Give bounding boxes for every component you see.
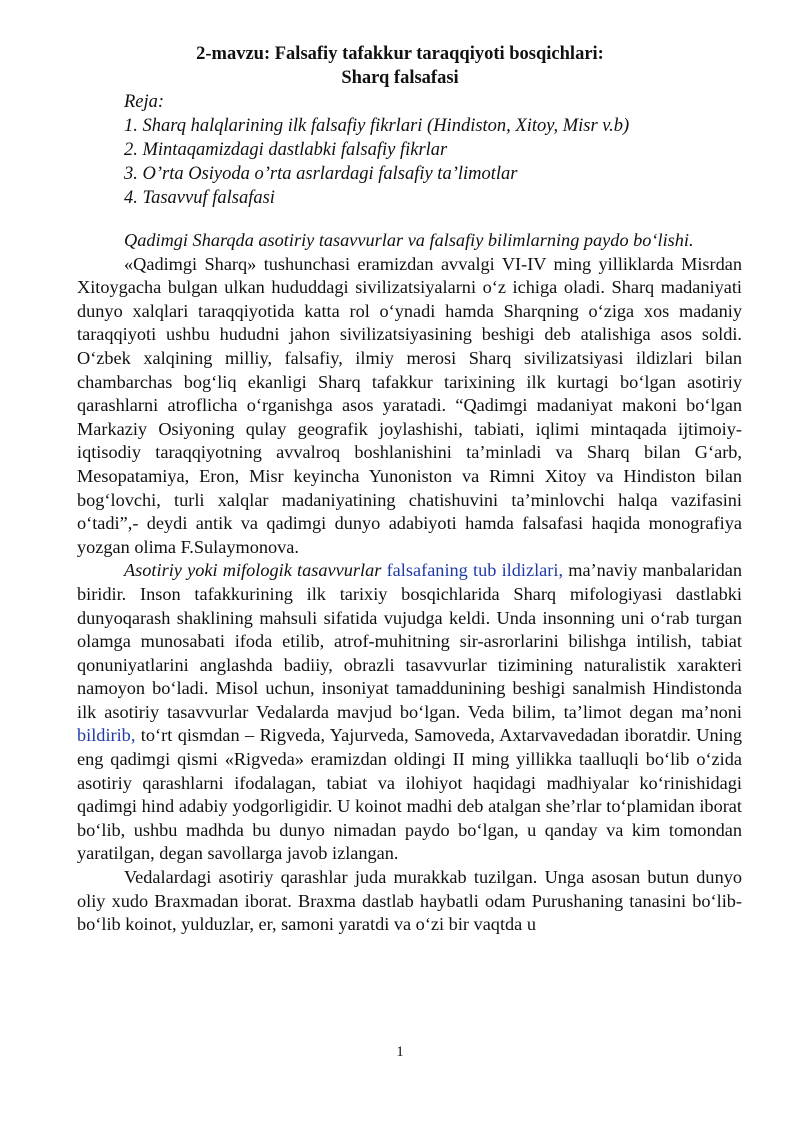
page-number: 1 [396,1044,404,1060]
link-falsafaning-tub-ildizlari[interactable]: falsafaning tub ildizlari, [386,560,564,581]
topic-title-line1: 2-mavzu: Falsafiy tafakkur taraqqiyoti bosqichlari: [196,44,604,64]
topic-title-line2: Sharq falsafasi [341,68,459,88]
body-text [77,229,742,937]
paragraph-1: «Qadimgi Sharq» tushunchasi eramizdan avvalgi VI-IV ming yilliklarda Misrdan Xitoygacha bulgan ulkan hududdagi sivilizatsiyalarni oʻz ichiga oladi. Sharq madaniyati dunyo xalqlari taraqqiyotida katta rol oʻynadi hamda Sharqning oʻziga xos madaniy taraqqiyoti ushbu hududni jahon sivilizatsiyasining beshigi deb atalishiga asos soldi. Oʻzbek xalqining milliy, falsafiy, ilmiy merosi Sharq sivilizatsiyasi ildizlari bilan chambarchas bogʻliq ekanligi Sharq tafakkur tarixining ilk kurtagi boʻlgan asotiriy qarashlarni atroflicha oʻrganishga asos yaratadi. “Qadimgi madaniyat makoni boʻlgan Markaziy Osiyoning qulay geografik joylashishi, tabiati, iqlimi mintaqada ijtimoiy-iqtisodiy taraqqiyotning avvalroq boshlanishini ta’minladi va Sharq bilan Gʻarb, Mesopatamiya, Eron, Misr keyincha Yunoniston va Rimni Xitoy va Hindiston bilan bogʻlovchi, turli xalqlar madaniyatining chatishuvini ta’minlovchi halqa vazifasini oʻtadi”,- deydi antik va qadimgi dunyo adabiyoti hamda falsafasi haqida monografiya yozgan olima F.Sulaymonova. [77,253,742,557]
plan-item-2: 2. Mintaqamizdagi dastlabki falsafiy fikrlar [124,140,448,160]
paragraph-2-italic-term: Asotiriy yoki mifologik tasavvurlar [124,560,382,581]
link-bildirib[interactable]: bildirib, [77,725,136,746]
plan-item-1: 1. Sharq halqlarining ilk falsafiy fikrlari (Hindiston, Xitoy, Misr v.b) [124,116,630,136]
plan-item-3: 3. O’rta Osiyoda o’rta asrlardagi falsafiy ta’limotlar [124,164,518,184]
paragraph-2-middle: ma’naviy manbalaridan biridir. Inson tafakkurining ilk tarixiy bosqichlarida Sharq mifologiyasi dastlabki dunyoqarash shaklining mahsuli sifatida vujudga keldi. Unda insonning uni oʻrab turgan olamga munosabati ifoda etilib, atrof-muhitning sir-asrorlarini bilishga intilish, tabiat qonuniyatlarini anglashda badiiy, obrazli tasavvurlar tizimining naturalistik xarakteri namoyon boʻladi. Misol uchun, insoniyat tamaddunining beshigi sanalmish Hindistonda ilk asotiriy tasavvurlar Vedalarda mavjud boʻlgan. Veda bilim, ta’limot degan ma’noni [77,560,742,722]
paragraph-2-end: toʻrt qismdan – Rigveda, Yajurveda, Samoveda, Axtarvavedadan iboratdir. Uning eng qadimgi qismi «Rigveda» eramizdan oldingi II ming yillikka taalluqli boʻlib oʻzida asotiriy qarashlarni ifodalagan, tabiat va ilohiyot haqidagi madhiyalar koʻrinishidagi qadimgi hind adabiy yodgorligidir. U koinot madhi deb atalgan she’rlar toʻplamidan iborat boʻlib, ushbu madhda bu dunyo nimadan paydo boʻlgan, u qanday va kim tomondan yaratilgan, degan savollarga javob izlangan. [77,725,742,864]
section-subtitle: Qadimgi Sharqda asotiriy tasavvurlar va falsafiy bilimlarning paydo boʻlishi. [124,230,694,250]
plan-heading: Reja: [124,92,165,112]
paragraph-2 [77,559,742,866]
paragraph-3: Vedalardagi asotiriy qarashlar juda murakkab tuzilgan. Unga asosan butun dunyo oliy xudo Braxmadan iborat. Braxma dastlab haybatli odam Purushaning tanasini boʻlib-boʻlib koinot, yulduzlar, er, samoni yaratdi va oʻzi bir vaqtda u [77,867,742,935]
plan-item-4: 4. Tasavvuf falsafasi [124,188,275,208]
